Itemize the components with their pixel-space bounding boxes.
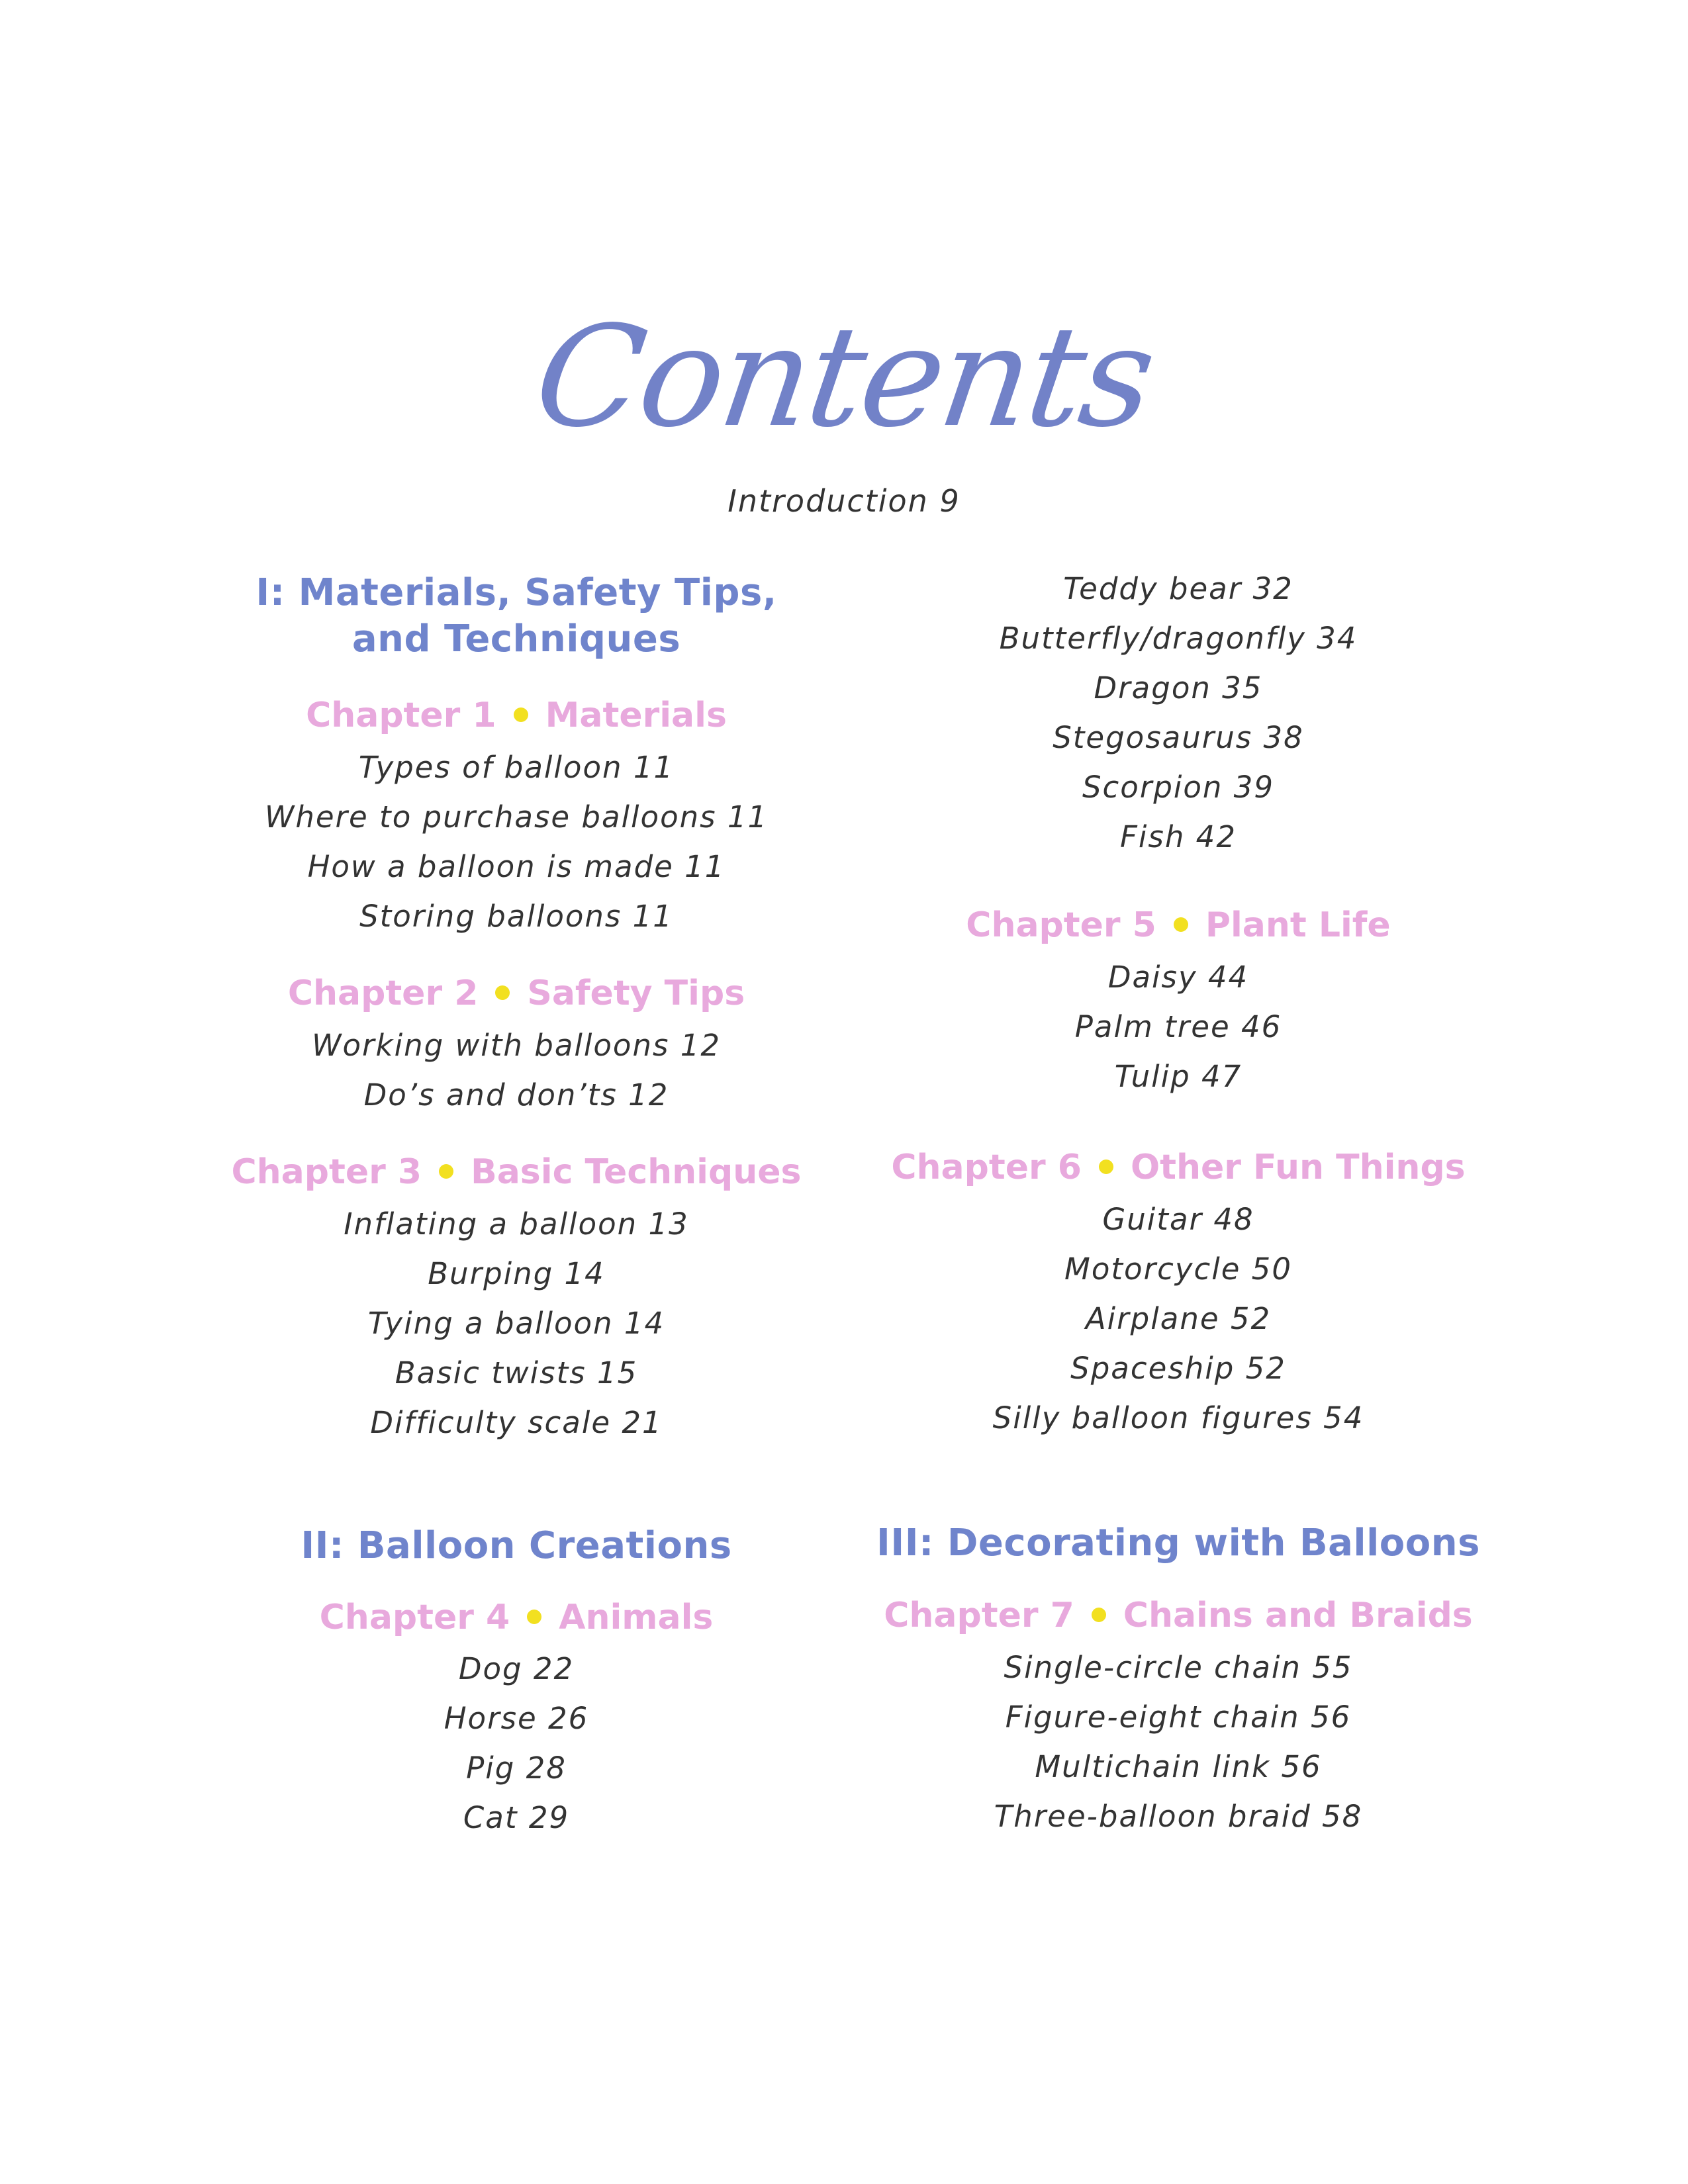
toc-entry[interactable]: Palm tree 46 [1074,1009,1282,1044]
toc-entry[interactable]: Three-balloon braid 58 [994,1799,1363,1834]
chapter-5-heading [847,901,1509,949]
toc-entry[interactable]: Horse 26 [444,1701,589,1736]
chapter-6-label: Chapter 6 [891,1148,1082,1187]
toc-entry[interactable]: Spaceship 52 [1070,1351,1286,1386]
toc-entry[interactable]: Butterfly/dragonfly 34 [999,621,1358,656]
toc-entry[interactable]: Storing balloons 11 [359,899,673,934]
chapter-6-heading [847,1144,1509,1191]
toc-entry[interactable]: Dog 22 [458,1651,575,1686]
chapter-2-label: Chapter 2 [287,974,479,1013]
chapter-1-label: Chapter 1 [306,696,496,735]
chapter-4-title: Animals [559,1598,714,1637]
part-1-heading-line-1: I: Materials, Safety Tips, [256,571,777,614]
part-1-heading-line-2: and Techniques [352,617,681,660]
toc-entry[interactable]: Single-circle chain 55 [1004,1650,1353,1685]
chapter-7-heading [847,1592,1509,1639]
introduction-entry[interactable]: Introduction 9 [727,483,961,519]
chapter-2-title: Safety Tips [527,974,745,1013]
chapter-7-label: Chapter 7 [884,1596,1074,1635]
toc-entry[interactable]: Tulip 47 [1114,1059,1243,1094]
toc-entry[interactable]: Daisy 44 [1107,960,1249,995]
bullet-dot-icon [527,1610,541,1624]
toc-entry[interactable]: Guitar 48 [1102,1202,1254,1237]
chapter-1-title: Materials [545,696,727,735]
toc-entry[interactable]: Working with balloons 12 [312,1028,721,1063]
toc-entry[interactable]: Teddy bear 32 [1063,571,1293,606]
toc-entry[interactable]: Do’s and don’ts 12 [363,1077,669,1113]
chapter-6-title: Other Fun Things [1130,1148,1466,1187]
chapter-4-heading [152,1594,880,1641]
toc-entry[interactable]: Stegosaurus 38 [1053,720,1304,755]
toc-entry[interactable]: Motorcycle 50 [1064,1251,1292,1287]
toc-entry[interactable]: Pig 28 [466,1751,567,1786]
part-3-heading: III: Decorating with Balloons [876,1522,1480,1565]
chapter-3-title: Basic Techniques [471,1152,802,1192]
chapter-2-heading [152,970,880,1017]
chapter-3-label: Chapter 3 [231,1152,422,1192]
toc-entry[interactable]: Dragon 35 [1094,670,1263,705]
chapter-5-label: Chapter 5 [966,905,1156,945]
toc-entry[interactable]: Multichain link 56 [1035,1749,1322,1784]
toc-entry[interactable]: How a balloon is made 11 [307,849,726,884]
toc-entry[interactable]: Scorpion 39 [1082,770,1275,805]
chapter-5-title: Plant Life [1205,905,1391,945]
toc-entry[interactable]: Inflating a balloon 13 [344,1206,689,1242]
bullet-dot-icon [514,707,528,722]
bullet-dot-icon [495,985,510,1000]
toc-entry[interactable]: Tying a balloon 14 [367,1306,665,1341]
toc-entry[interactable]: Types of balloon 11 [358,750,675,785]
bullet-dot-icon [1099,1160,1113,1174]
toc-entry[interactable]: Burping 14 [428,1256,605,1291]
bullet-dot-icon [1092,1608,1106,1622]
toc-entry[interactable]: Cat 29 [463,1800,570,1835]
toc-entry[interactable]: Figure-eight chain 56 [1005,1700,1352,1735]
toc-entry[interactable]: Fish 42 [1120,819,1237,854]
chapter-3-heading [152,1148,880,1196]
toc-entry[interactable]: Basic twists 15 [395,1355,638,1390]
chapter-1-heading [152,692,880,739]
toc-entry[interactable]: Silly balloon figures 54 [992,1400,1364,1435]
part-2-heading: II: Balloon Creations [301,1524,732,1567]
chapter-7-title: Chains and Braids [1123,1596,1473,1635]
bullet-dot-icon [439,1164,453,1179]
toc-entry[interactable]: Difficulty scale 21 [370,1405,663,1440]
toc-entry[interactable]: Airplane 52 [1085,1301,1272,1336]
toc-entry[interactable]: Where to purchase balloons 11 [264,799,769,835]
contents-title: Contents [526,296,1162,458]
chapter-4-label: Chapter 4 [319,1598,510,1637]
bullet-dot-icon [1174,917,1188,932]
